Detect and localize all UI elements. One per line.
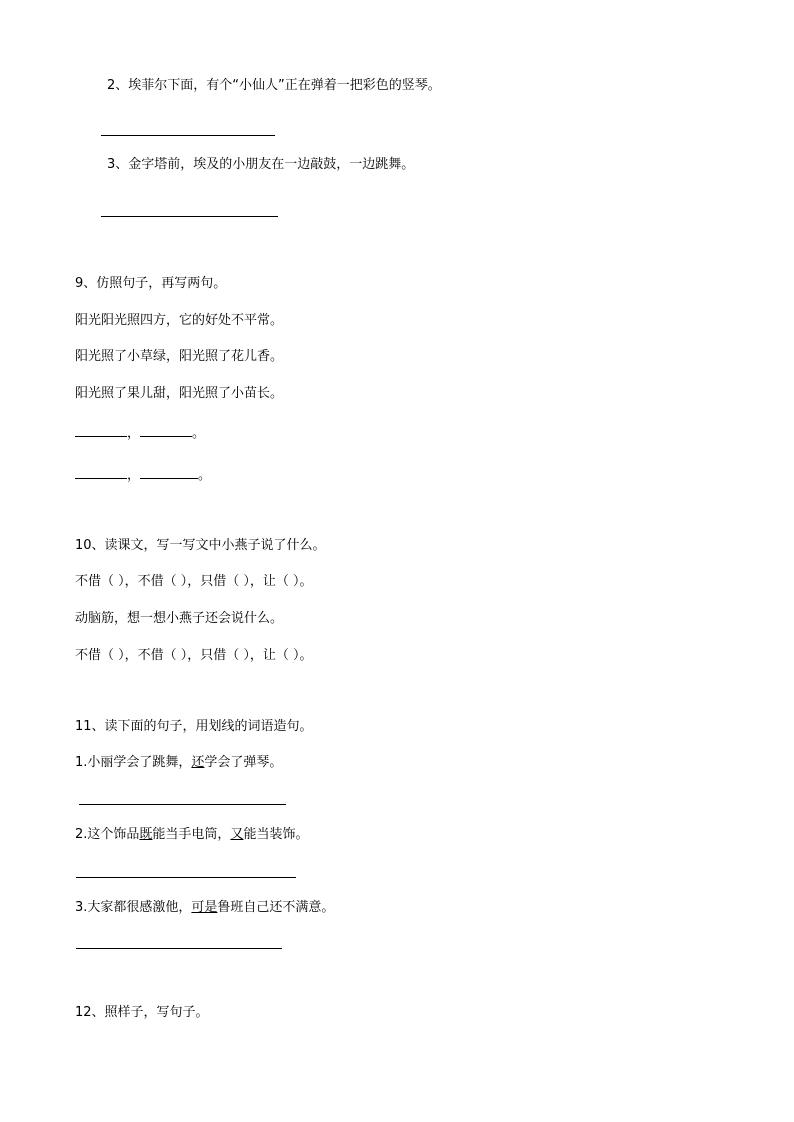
q11-s3-text: 3.大家都很感激他， [75,900,192,915]
q9-example-line-2: 阳光照了小草绿，阳光照了花儿香。 [75,349,284,364]
q11-s1-text: 学会了弹琴。 [204,755,283,770]
q10-line-2: 动脑筋，想一想小燕子还会说什么。 [75,611,284,626]
q11-s2-text: 能当手电筒， [152,827,231,842]
q11-sentence-1 [75,755,282,771]
q9-blank[interactable] [140,424,192,437]
q9-title: 9、仿照句子，再写两句。 [75,276,227,291]
q11-title: 11、读下面的句子，用划线的词语造句。 [75,719,313,734]
q9-example-line-3: 阳光照了果儿甜，阳光照了小苗长。 [75,386,284,401]
q11-s2-underlined-word: 又 [230,827,244,842]
q8-item-3: 3、金字塔前，埃及的小朋友在一边敲鼓，一边跳舞。 [107,157,415,172]
q11-s2-text: 2.这个饰品 [75,827,140,842]
q11-sentence-3 [75,900,334,916]
q11-s2-text: 能当装饰。 [243,827,309,842]
q10-title: 10、读课文，写一写文中小燕子说了什么。 [75,538,326,553]
q11-s3-text: 鲁班自己还不满意。 [217,900,335,915]
q9-example-line-1: 阳光阳光照四方，它的好处不平常。 [75,313,284,328]
q10-line-3: 不借（ ），不借（ ），只借（ ），让（ ）。 [75,648,313,663]
q9-comma: ， [127,426,141,441]
q11-sentence-2 [75,827,308,843]
q9-blank[interactable] [140,466,198,479]
q9-blank[interactable] [75,466,127,479]
q9-blank[interactable] [75,424,127,437]
q11-answer-line-1[interactable] [79,804,286,805]
q11-answer-line-2[interactable] [76,877,296,878]
q11-s1-underlined-word: 还 [191,755,205,770]
q11-s1-text: 1.小丽学会了跳舞， [75,755,192,770]
q9-answer-row-1 [75,424,205,442]
q11-answer-line-3[interactable] [76,948,282,949]
q9-comma: ， [127,468,141,483]
q8-answer-line-2[interactable] [101,135,275,136]
q8-item-2: 2、埃菲尔下面，有个“小仙人”正在弹着一把彩色的竖琴。 [107,78,441,93]
q10-line-1: 不借（ ），不借（ ），只借（ ），让（ ）。 [75,574,313,589]
q12-title: 12、照样子，写句子。 [75,1005,209,1020]
q11-s2-underlined-word: 既 [139,827,153,842]
q9-period: 。 [192,426,206,441]
q9-answer-row-2 [75,466,211,484]
q9-period: 。 [198,468,212,483]
q8-answer-line-3[interactable] [101,216,278,217]
q11-s3-underlined-word: 可是 [191,900,218,915]
